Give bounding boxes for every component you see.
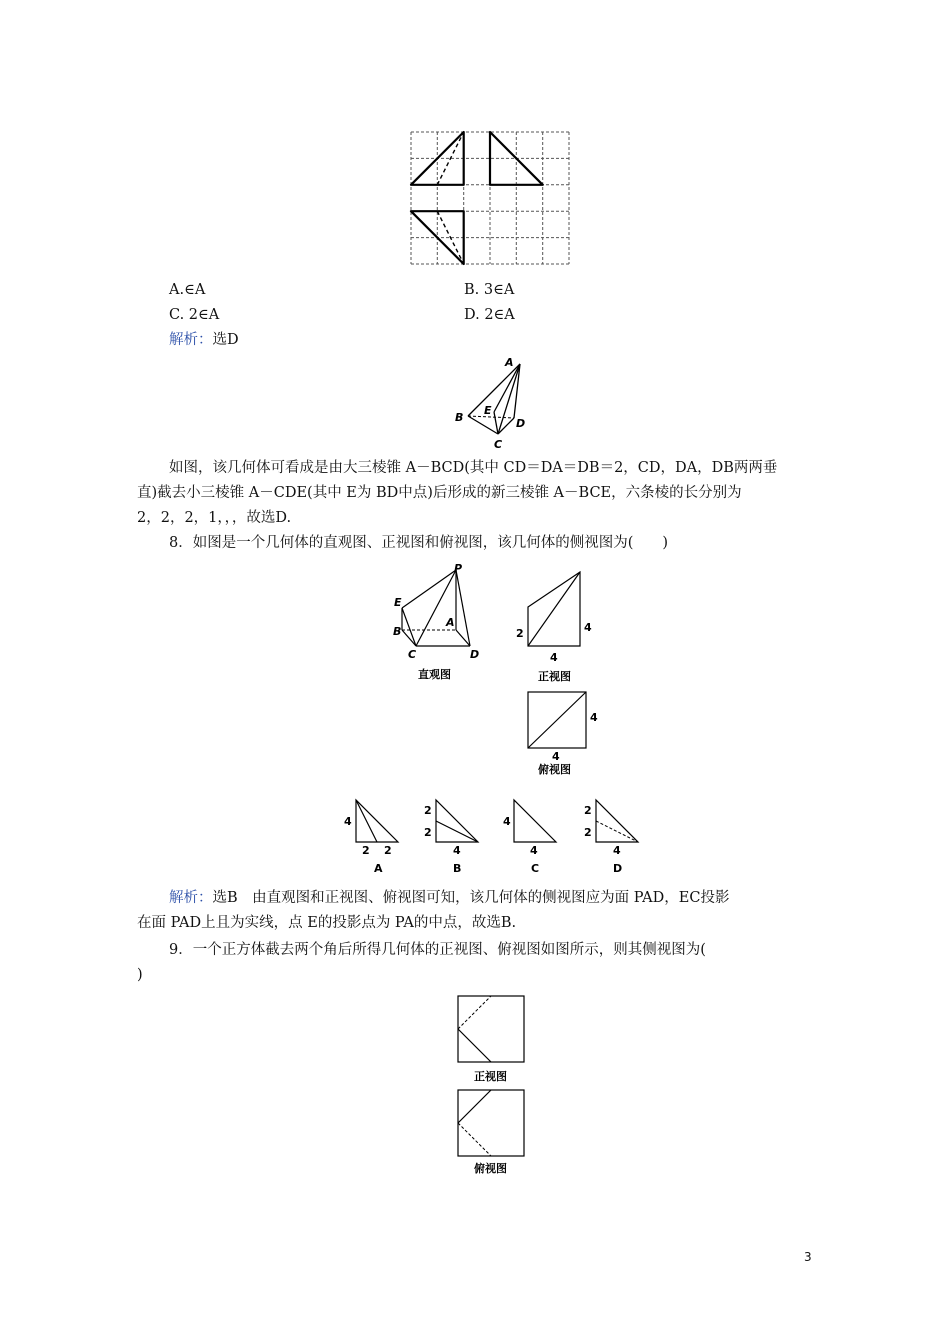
top-bottom-dim: 4: [552, 750, 560, 763]
choice-c-figure: [500, 790, 564, 876]
q8-answer-line-1: [169, 886, 729, 910]
q8-stem: 8．如图是一个几何体的直观图、正视图和俯视图，该几何体的侧视图为( ): [169, 535, 669, 551]
q8-answer-line-2: 在面 PAD上且为实线，点 E的投影点为 PA的中点，故选B.: [137, 915, 517, 931]
choice-d-label-upper: 2: [584, 804, 592, 817]
q7-explanation-line-3: 2，2，2，1，，，故选D.: [137, 510, 292, 526]
solid-c-label: C: [408, 648, 417, 661]
front-caption: 正视图: [538, 670, 571, 683]
vertex-e-label: E: [484, 404, 492, 417]
vertex-c-label: C: [494, 438, 503, 451]
solid-d-label: D: [470, 648, 480, 661]
choice-d-letter: D: [613, 862, 623, 875]
choice-b-label-bottom: 4: [453, 844, 461, 857]
top-right-dim: 4: [590, 711, 598, 724]
q9-stem-line-2: ): [137, 967, 143, 983]
three-view-grid-figure: [408, 130, 572, 268]
answer-label: 解析：: [169, 890, 213, 906]
choice-a-figure: [340, 790, 404, 876]
option-b: B. 3∈A: [464, 282, 515, 298]
q9-top-view-figure: [452, 1086, 532, 1178]
choice-c-label-height: 4: [503, 815, 511, 828]
answer-text: 选D: [212, 332, 239, 348]
choice-d-figure: [580, 790, 644, 876]
vertex-a-label: A: [505, 356, 514, 369]
choice-c-label-bottom: 4: [530, 844, 538, 857]
option-c: C. 2∈A: [169, 307, 220, 323]
choice-a-label-bottom-right: 2: [384, 844, 392, 857]
choice-d-label-lower: 2: [584, 826, 592, 839]
front-right-dim: 4: [584, 621, 592, 634]
front-left-dim: 2: [516, 627, 524, 640]
page-number: 3: [804, 1250, 812, 1264]
q7-explanation-line-2: 直)截去小三棱锥 A－CDE(其中 E为 BD中点)后形成的新三棱锥 A－BCE，六条棱的长分别为: [137, 485, 742, 501]
choice-d-label-bottom: 4: [613, 844, 621, 857]
solid-p-label: P: [454, 562, 463, 575]
choice-a-label-bottom-left: 2: [362, 844, 370, 857]
front-view-figure: [510, 564, 600, 686]
solid-figure: [388, 562, 488, 687]
q9-front-view-figure: [452, 992, 532, 1086]
choice-b-label-upper: 2: [424, 804, 432, 817]
answer-text: 选B 由直观图和正视图、俯视图可知，该几何体的侧视图应为面 PAD，EC投影: [212, 890, 730, 906]
vertex-b-label: B: [455, 411, 464, 424]
answer-label: 解析：: [169, 332, 213, 348]
choice-b-figure: [420, 790, 484, 876]
q7-answer: [169, 328, 239, 352]
choice-b-letter: B: [453, 862, 462, 875]
solid-caption: 直观图: [418, 668, 451, 681]
option-a: A.∈A: [169, 282, 206, 298]
choice-a-label-height: 4: [344, 815, 352, 828]
top-caption: 俯视图: [538, 763, 571, 776]
q7-explanation-line-1: 如图，该几何体可看成是由大三棱锥 A－BCD(其中 CD＝DA＝DB＝2，CD，DA，DB两两垂: [169, 460, 778, 476]
tetrahedron-figure: [450, 352, 540, 452]
option-d: D. 2∈A: [464, 307, 515, 323]
choice-c-letter: C: [531, 862, 540, 875]
solid-b-label: B: [393, 625, 402, 638]
choice-b-label-lower: 2: [424, 826, 432, 839]
solid-e-label: E: [394, 596, 402, 609]
q9-stem-line-1: 9．一个正方体截去两个角后所得几何体的正视图、俯视图如图所示，则其侧视图为(: [169, 942, 706, 958]
q9-front-caption: 正视图: [474, 1070, 507, 1083]
choice-a-letter: A: [374, 862, 383, 875]
top-view-figure: [510, 688, 600, 778]
vertex-d-label: D: [516, 417, 526, 430]
solid-a-label: A: [446, 616, 455, 629]
q9-top-caption: 俯视图: [474, 1162, 507, 1175]
front-bottom-dim: 4: [550, 651, 558, 664]
